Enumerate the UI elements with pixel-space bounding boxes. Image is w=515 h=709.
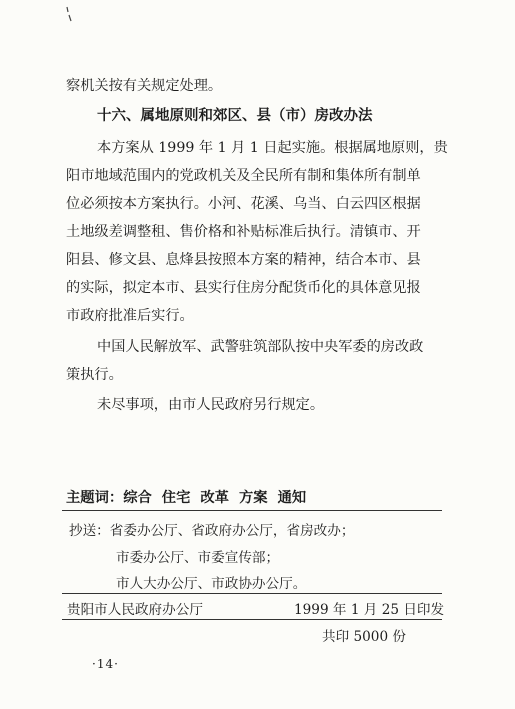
divider-rule xyxy=(62,510,442,511)
body-line: 察机关按有关规定处理。 xyxy=(66,78,223,94)
print-copies: 共印 5000 份 xyxy=(322,629,407,645)
body-line: 土地级差调整租、售价格和补贴标准后执行。清镇市、开 xyxy=(66,224,421,240)
divider-rule xyxy=(62,593,442,594)
keyword: 方案 xyxy=(238,490,268,506)
keywords-label: 主题词： xyxy=(66,490,124,506)
issue-date: 1999 年 1 月 25 日印发 xyxy=(294,602,445,618)
body-line: 阳市地域范围内的党政机关及全民所有制和集体所有制单 xyxy=(66,168,421,184)
body-line: 的实际，拟定本市、县实行住房分配货币化的具体意见报 xyxy=(66,280,421,296)
section-heading: 十六、属地原则和郊区、县（市）房改办法 xyxy=(97,108,373,124)
body-line: 阳县、修文县、息烽县按照本方案的精神，结合本市、县 xyxy=(66,252,421,268)
keyword: 通知 xyxy=(277,490,307,506)
body-line: 未尽事项，由市人民政府另行规定。 xyxy=(97,397,325,413)
distribution-label: 抄送： xyxy=(69,523,110,539)
distribution-line xyxy=(69,519,354,539)
scan-mark xyxy=(66,6,72,22)
body-line: 本方案从 1999 年 1 月 1 日起实施。根据属地原则，贵 xyxy=(97,140,448,156)
body-line: 中国人民解放军、武警驻筑部队按中央军委的房改政 xyxy=(97,339,424,355)
body-line: 位必须按本方案执行。小河、花溪、乌当、白云四区根据 xyxy=(66,196,421,212)
distribution-recipients: 省委办公厅、省政府办公厅，省房改办； xyxy=(109,523,355,539)
keyword: 综合 xyxy=(123,490,152,506)
body-line: 策执行。 xyxy=(66,367,123,383)
distribution-recipients: 市委办公厅、市委宣传部； xyxy=(116,550,280,566)
page-number: ·14· xyxy=(92,657,119,671)
issuing-office: 贵阳市人民政府办公厅 xyxy=(67,602,203,618)
subject-keywords xyxy=(66,487,306,507)
keyword: 改革 xyxy=(200,490,229,506)
distribution-recipients: 市人大办公厅、市政协办公厅。 xyxy=(116,576,307,592)
body-line: 市政府批准后实行。 xyxy=(66,308,194,324)
keyword: 住宅 xyxy=(161,490,191,506)
divider-rule xyxy=(62,619,442,620)
